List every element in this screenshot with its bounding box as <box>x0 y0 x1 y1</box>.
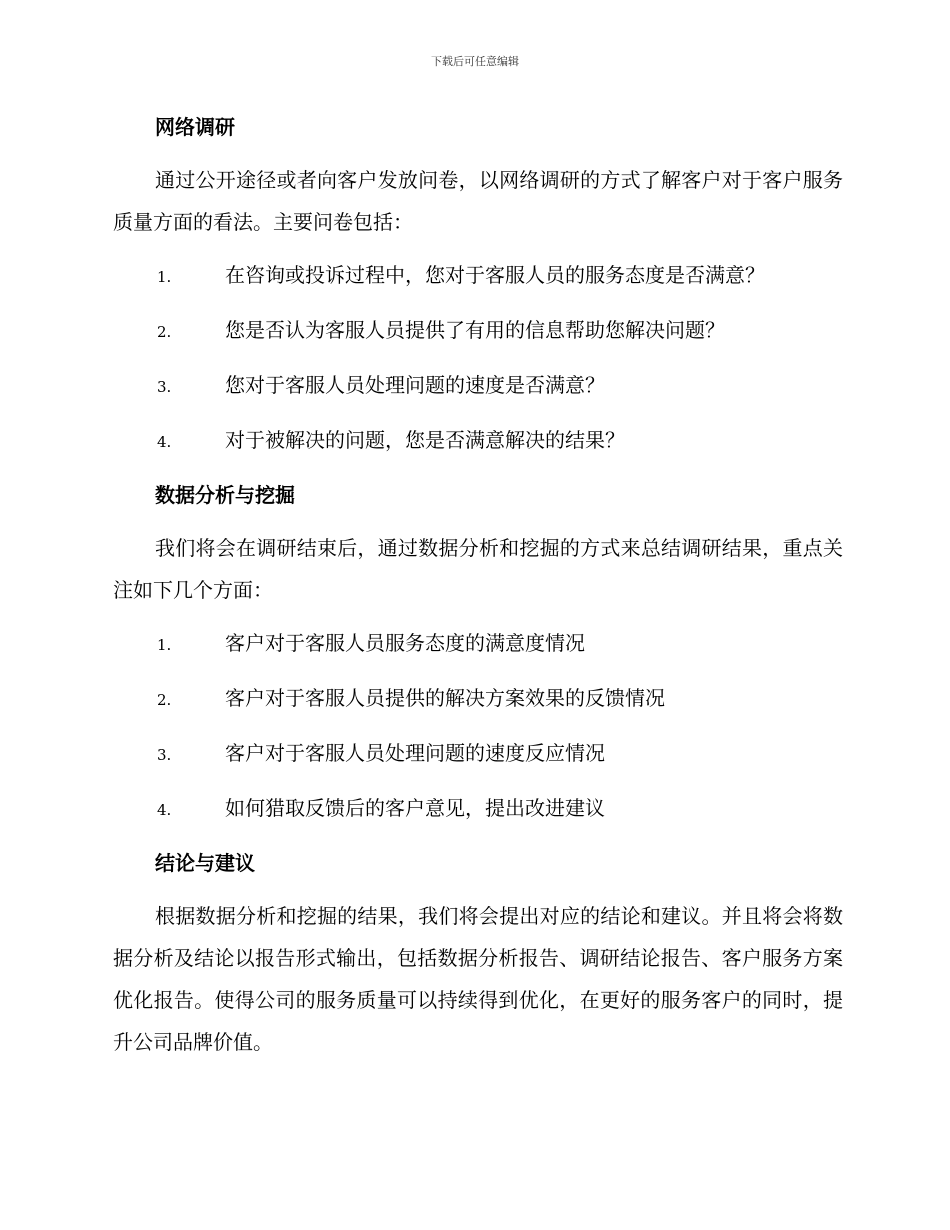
list-item <box>113 621 843 666</box>
list-text: 客户对于客服人员处理问题的速度反应情况 <box>225 741 605 765</box>
list-item <box>113 731 843 776</box>
section-paragraph-analysis: 我们将会在调研结束后，通过数据分析和挖掘的方式来总结调研结果，重点关注如下几个方面： <box>113 536 843 602</box>
document-body <box>113 105 843 1073</box>
list-item <box>113 253 843 298</box>
list-item <box>113 676 843 721</box>
section-heading-survey: 网络调研 <box>155 115 235 139</box>
section-heading-analysis: 数据分析与挖掘 <box>155 483 295 507</box>
list-text: 客户对于客服人员提供的解决方案效果的反馈情况 <box>225 686 665 710</box>
analysis-focus-list <box>113 621 843 831</box>
survey-question-list <box>113 253 843 463</box>
list-item <box>113 786 843 831</box>
list-text: 客户对于客服人员服务态度的满意度情况 <box>225 631 585 655</box>
list-item <box>113 363 843 408</box>
list-number: 2. <box>157 323 172 341</box>
list-item <box>113 308 843 353</box>
list-number: 4. <box>157 433 172 451</box>
list-number: 3. <box>157 746 172 764</box>
list-number: 1. <box>157 636 172 654</box>
list-text: 在咨询或投诉过程中，您对于客服人员的服务态度是否满意？ <box>225 263 765 287</box>
list-item <box>113 418 843 463</box>
section-paragraph-conclusion: 根据数据分析和挖掘的结果，我们将会提出对应的结论和建议。并且将会将数据分析及结论以报告形式输出，包括数据分析报告、调研结论报告、客户服务方案优化报告。使得公司的服务质量可以持续得到优化，在更好的服务客户的同时，提升公司品牌价值。 <box>113 904 843 1054</box>
page-header-note: 下载后可任意编辑 <box>431 55 519 68</box>
list-number: 2. <box>157 691 172 709</box>
list-number: 1. <box>157 268 172 286</box>
list-text: 如何猎取反馈后的客户意见，提出改进建议 <box>225 796 605 820</box>
list-number: 4. <box>157 801 172 819</box>
section-paragraph-survey: 通过公开途径或者向客户发放问卷，以网络调研的方式了解客户对于客户服务质量方面的看法。主要问卷包括： <box>113 168 843 234</box>
list-text: 对于被解决的问题，您是否满意解决的结果？ <box>225 428 625 452</box>
list-text: 您对于客服人员处理问题的速度是否满意？ <box>225 373 605 397</box>
section-heading-conclusion: 结论与建议 <box>155 851 255 875</box>
list-number: 3. <box>157 378 172 396</box>
list-text: 您是否认为客服人员提供了有用的信息帮助您解决问题？ <box>225 318 725 342</box>
